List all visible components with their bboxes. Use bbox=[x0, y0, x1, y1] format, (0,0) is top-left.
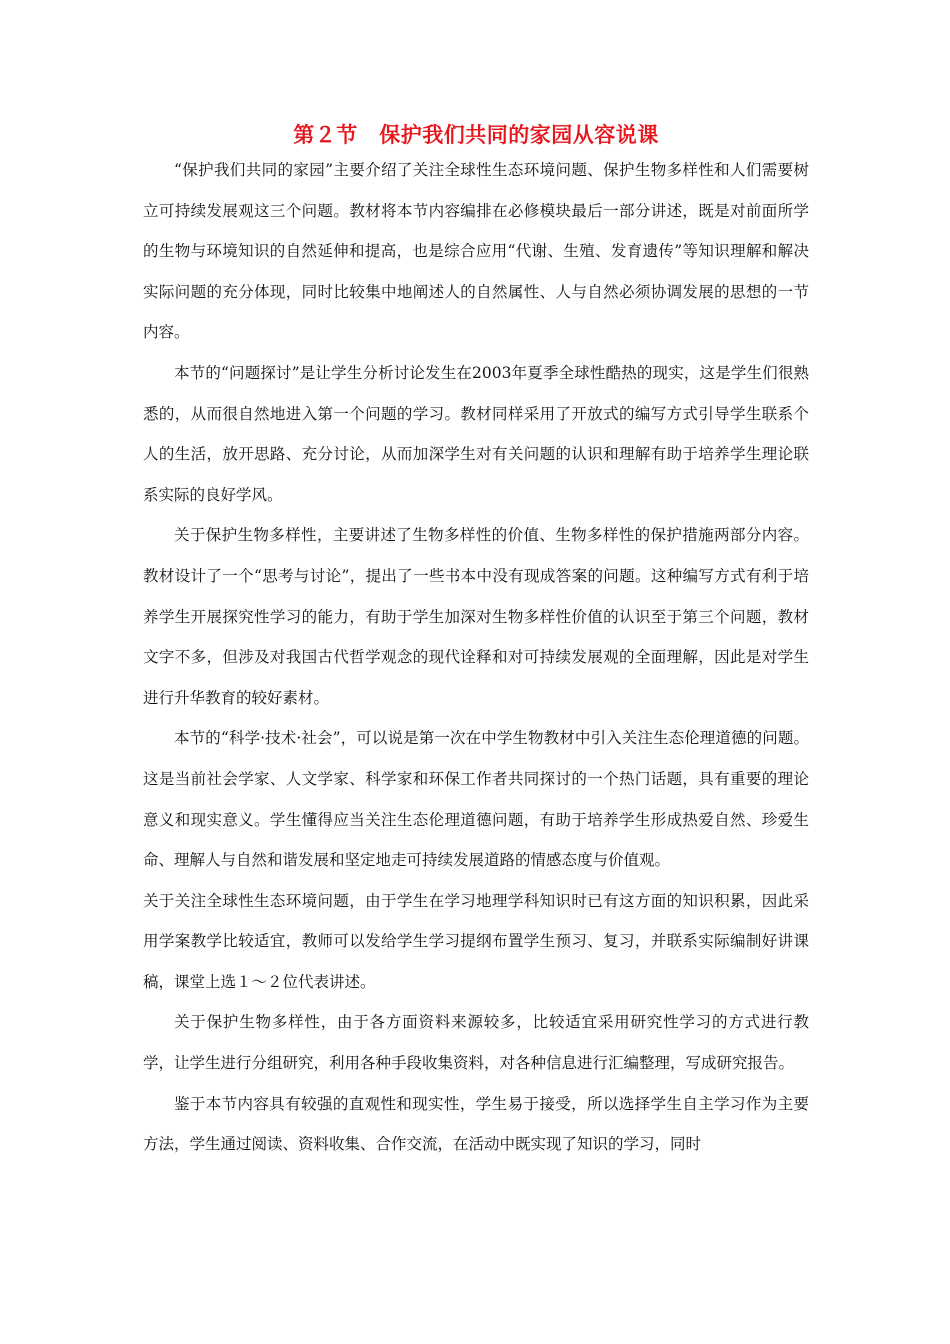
paragraph-biodiversity: 关于保护生物多样性，主要讲述了生物多样性的价值、生物多样性的保护措施两部分内容。教材设计了一个“思考与讨论”，提出了一些书本中没有现成答案的问题。这种编写方式有利于培养学生开展探究性学习的能力，有助于学生加深对生物多样性价值的认识至于第三个问题，教材文字不多，但涉及对我国古代哲学观念的现代诠释和对可持续发展观的全面理解，因此是对学生进行升华教育的较好素材。 bbox=[143, 526, 809, 707]
paragraph-science-technology-society: 本节的“科学·技术·社会”，可以说是第一次在中学生物教材中引入关注生态伦理道德的问题。这是当前社会学家、人文学家、科学家和环保工作者共同探讨的一个热门话题，具有重要的理论意义和现实意义。学生懂得应当关注生态伦理道德问题，有助于培养学生形成热爱自然、珍爱生命、理解人与自然和谐发展和坚定地走可持续发展道路的情感态度与价值观。 bbox=[143, 729, 809, 870]
paragraph-problem-discussion: 本节的“问题探讨”是让学生分析讨论发生在2003年夏季全球性酷热的现实，这是学生们很熟悉的，从而很自然地进入第一个问题的学习。教材同样采用了开放式的编写方式引导学生联系个人的生活，放开思路、充分讨论，从而加深学生对有关问题的认识和理解有助于培养学生理论联系实际的良好学风。 bbox=[143, 363, 809, 504]
paragraph-global-environment: 关于关注全球性生态环境问题，由于学生在学习地理学科知识时已有这方面的知识积累，因此采用学案教学比较适宜，教师可以发给学生学习提纲布置学生预习、复习，并联系实际编制好讲课稿，课堂上选１～２位代表讲述。 bbox=[143, 891, 809, 991]
paragraph-method: 鉴于本节内容具有较强的直观性和现实性，学生易于接受，所以选择学生自主学习作为主要方法，学生通过阅读、资料收集、合作交流，在活动中既实现了知识的学习，同时 bbox=[143, 1094, 809, 1154]
page-title: 第２节 保护我们共同的家园从容说课 bbox=[293, 122, 659, 147]
paragraph-intro: “保护我们共同的家园”主要介绍了关注全球性生态环境问题、保护生物多样性和人们需要树立可持续发展观这三个问题。教材将本节内容编排在必修模块最后一部分讲述，既是对前面所学的生物与环境知识的自然延伸和提高，也是综合应用“代谢、生殖、发育遗传”等知识理解和解决实际问题的充分体现，同时比较集中地阐述人的自然属性、人与自然必须协调发展的思想的一节内容。 bbox=[143, 161, 809, 342]
document-page bbox=[143, 120, 809, 1165]
paragraph-biodiversity-teaching: 关于保护生物多样性，由于各方面资料来源较多，比较适宜采用研究性学习的方式进行教学，让学生进行分组研究，利用各种手段收集资料，对各种信息进行汇编整理，写成研究报告。 bbox=[143, 1013, 809, 1073]
